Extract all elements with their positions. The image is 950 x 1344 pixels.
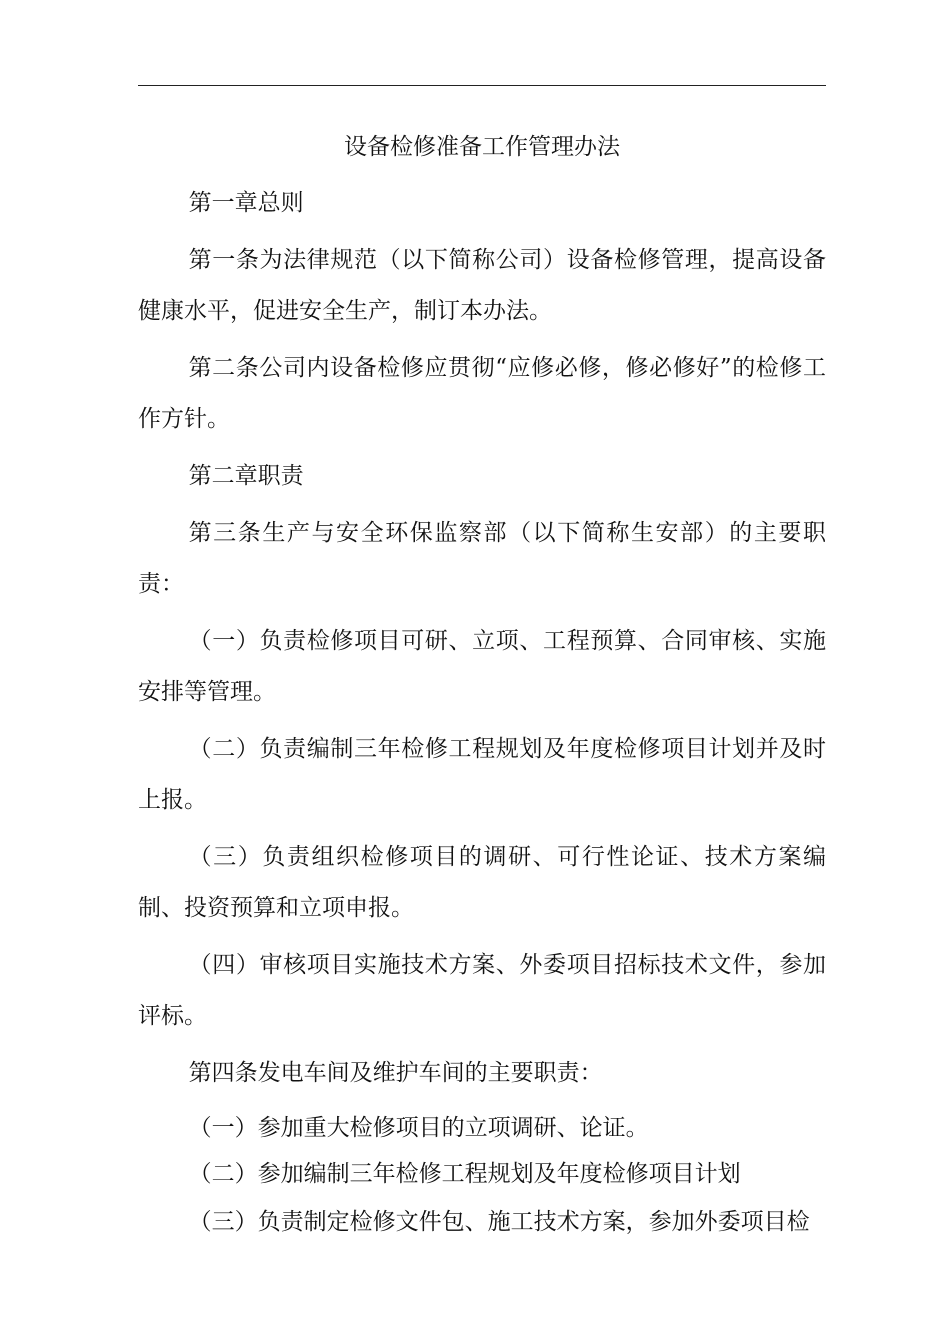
list-item: （二）参加编制三年检修工程规划及年度检修项目计划 [188,1161,741,1187]
header-rule [138,85,826,86]
list-item: （一）参加重大检修项目的立项调研、论证。 [188,1115,649,1141]
list-item: （二）负责编制三年检修工程规划及年度检修项目计划并及时上报。 [138,736,826,813]
paragraph: 第四条发电车间及维护车间的主要职责： [188,1060,603,1086]
document-title: 设备检修准备工作管理办法 [344,134,620,160]
paragraph: 第三条生产与安全环保监察部（以下简称生安部）的主要职责： [138,520,826,597]
list-item: （三）负责制定检修文件包、施工技术方案，参加外委项目检 [188,1209,810,1235]
chapter-heading: 第二章职责 [188,463,304,489]
chapter-heading: 第一章总则 [188,190,304,216]
list-item: （四）审核项目实施技术方案、外委项目招标技术文件，参加评标。 [138,952,826,1029]
paragraph: 第一条为法律规范（以下简称公司）设备检修管理，提高设备健康水平，促进安全生产，制订本办法。 [138,247,826,324]
list-item: （三）负责组织检修项目的调研、可行性论证、技术方案编制、投资预算和立项申报。 [138,844,826,921]
list-item: （一）负责检修项目可研、立项、工程预算、合同审核、实施安排等管理。 [138,628,826,705]
paragraph: 第二条公司内设备检修应贯彻“应修必修，修必修好”的检修工作方针。 [138,355,826,432]
document-body [138,124,826,1254]
